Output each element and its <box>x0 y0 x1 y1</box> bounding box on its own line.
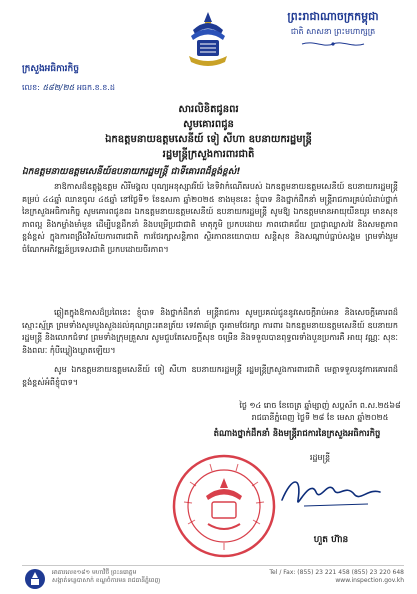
ornament-divider-icon <box>300 40 366 48</box>
body-paragraph-3 <box>22 364 398 390</box>
solar-date: រាជធានីភ្នំពេញ ថ្ងៃទី ២៨ ខែ មេសា ឆ្នាំ២០២៥ <box>251 413 389 422</box>
reference-line <box>22 82 115 94</box>
letter-type-title: សារលិខិតជូនពរ <box>178 104 239 115</box>
body-paragraph-2 <box>22 307 398 357</box>
ministry-name: ក្រសួងអធិការកិច្ច <box>22 64 79 74</box>
reference-suffix: អធក.ខ.ខ.ដ <box>76 83 115 92</box>
national-motto: ជាតិ សាសនា ព្រះមហាក្សត្រ <box>290 27 376 36</box>
salutation: ឯកឧត្តមនាយឧត្តមសេនីយ៍ឧបនាយករដ្ឋមន្ត្រី ជាទីគោរពដ៏ខ្ពង់ខ្ពស់! <box>22 167 241 177</box>
lunar-date: ថ្ងៃ ១៤ រោច ខែចេត្រ ឆ្នាំម្សាញ់ សប្តស័ក ព.ស.២៥៦៨ <box>239 401 401 410</box>
handwritten-signature-icon <box>276 470 386 514</box>
footer-phone: Tel / Fax: (855) 23 221 458 (855) 23 220 648 <box>269 569 404 576</box>
body-paragraph-2-text: ឆ្លៀតក្នុងឱកាសដ៏ប្រពៃនេះ ខ្ញុំបាទ និងថ្នាក់ដឹកនាំ មន្ត្រីរាជការ សូមប្រគល់ជូននូវសេចក្តីរាប់អាន និងសេចក្តីគោរពដ៏ស្មោះស្ម័គ្រ ព្រមទាំងសូមបួងសួងដល់គុណព្រះរតនត្រ័យ ទេវតាឆ័ត្រ ចូរតាមថែរក្សា ការពារ ឯកឧត្តមនាយឧត្តមសេនីយ៍ ឧបនាយករដ្ឋមន្ត្រី និងលោកជំទាវ ព្រមទាំងក្រុមគ្រួសារ សូមជួបតែសេចក្តីសុខ ចម្រើន និងទទួលបានពុទ្ធពរទាំងបួនប្រការគឺ អាយុ វណ្ណៈ សុខៈ និងពលៈ កុំបីឃ្លៀងឃ្លាតឡើយ។ <box>22 308 398 355</box>
kingdom-heading: ព្រះរាជាណាចក្រកម្ពុជា <box>287 10 379 23</box>
addressee-name: ឯកឧត្តមនាយឧត្តមសេនីយ៍ ទៀ សីហា ឧបនាយករដ្ឋមន្ត្រី <box>105 134 312 145</box>
footer-address-line-1: អាគារលេខ១៨១ មហាវិថី ព្រះនរោត្តម <box>52 569 137 576</box>
footer-divider <box>22 565 404 566</box>
signatory-position: តំណាងថ្នាក់ដឹកនាំ និងមន្ត្រីរាជការនៃក្រសួងអធិការកិច្ច <box>213 429 381 439</box>
footer-contact <box>250 569 404 585</box>
addressee-intro: សូមគោរពជូន <box>183 119 234 130</box>
ministry-logo-icon <box>24 568 46 590</box>
reference-label: លេខ: <box>22 83 40 92</box>
signer-title: រដ្ឋមន្ត្រី <box>309 453 331 462</box>
footer-address-line-2: សង្កាត់ទន្លេបាសាក់ ខណ្ឌចំការមន រាជធានីភ្នំពេញ <box>52 576 161 584</box>
reference-number: ៥៨២/២៥ <box>42 83 75 92</box>
body-paragraph-1-text: នាឱកាសដ៏ឧត្តុង្គឧត្តម សិរីមង្គល បុណ្យអនុស្សាវរីយ៍ នៃទិវាកំណើតរបស់ ឯកឧត្តមនាយឧត្តមសេនីយ៍ ឧបនាយករដ្ឋមន្ត្រី គម្រប់ ៤៤ឆ្នាំ ឈានចូល ៤៥ឆ្នាំ នៅថ្ងៃទី១ ខែឧសភា ឆ្នាំ២០២៥ ខាងមុខនេះ ខ្ញុំបាទ និងថ្នាក់ដឹកនាំ មន្ត្រីរាជការគ្រប់លំដាប់ថ្នាក់នៃក្រសួងអធិការកិច្ច សូមគោរពជូនពរ ឯកឧត្តមនាយឧត្តមសេនីយ៍ ឧបនាយករដ្ឋមន្ត្រី សូមឱ្យ ឯកឧត្តមមានអាយុយឺនយូរ មានសុខភាពល្អ និងកម្លាំងមាំមួន ដើម្បីបន្តដឹកនាំ និងបម្រើប្រជាជាតិ មាតុភូមិ ប្រកបដោយ ភាពជោគជ័យ ប្រាជ្ញាឈ្លាសវៃ និងសមត្ថភាពខ្ពង់ខ្ពស់ ក្នុងការពង្រឹងវិស័យការពារជាតិ ការថែរក្សាសន្តិភាព ស្ថិរភាពនយោបាយ សន្តិសុខ និងសណ្តាប់ធ្នាប់សង្គម ព្រមទាំងរួមចំណែកអភិវឌ្ឍន៍ប្រទេសជាតិ ប្រកបដោយចីរភាព។ <box>22 182 398 254</box>
signer-name: ហួត ហ៊ាន <box>313 535 349 545</box>
body-paragraph-1 <box>22 181 398 305</box>
footer-website[interactable]: www.inspection.gov.kh <box>335 577 404 584</box>
addressee-office: រដ្ឋមន្ត្រីក្រសួងការពារជាតិ <box>162 149 255 160</box>
ministry-emblem-icon <box>183 10 233 72</box>
body-paragraph-3-text: សូម ឯកឧត្តមនាយឧត្តមសេនីយ៍ ទៀ សីហា ឧបនាយករដ្ឋមន្ត្រី រដ្ឋមន្ត្រីក្រសួងការពារជាតិ មេត្តាទទួលនូវការគោរពដ៏ខ្ពង់ខ្ពស់អំពីខ្ញុំបាទ។ <box>22 365 398 387</box>
footer-address <box>52 569 222 584</box>
